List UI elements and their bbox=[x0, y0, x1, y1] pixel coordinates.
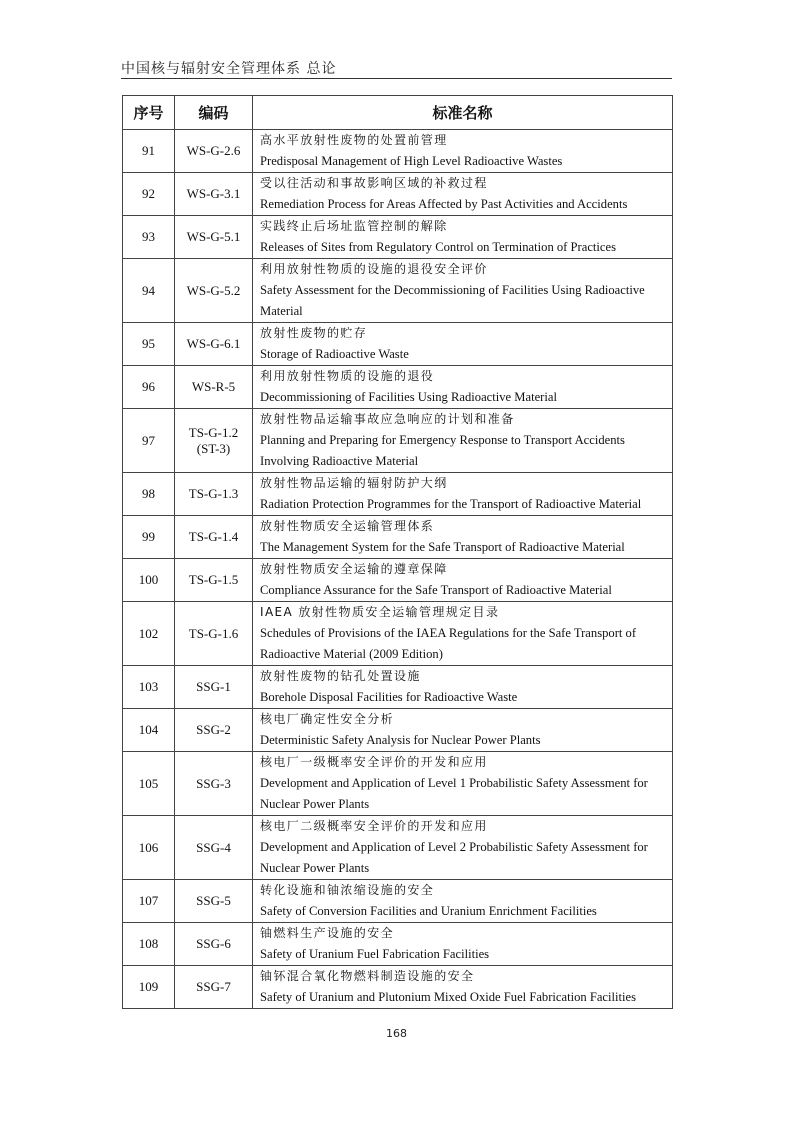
row-title bbox=[253, 923, 673, 966]
running-header: 中国核与辐射安全管理体系 总论 bbox=[121, 61, 337, 77]
row-title-chinese: 放射性物品运输事故应急响应的计划和准备 bbox=[260, 412, 515, 426]
row-code-primary: SSG-4 bbox=[196, 839, 231, 855]
row-title bbox=[253, 130, 673, 173]
row-title-chinese: 高水平放射性废物的处置前管理 bbox=[260, 133, 448, 147]
row-code-primary: TS-G-1.3 bbox=[188, 486, 239, 501]
standards-table bbox=[122, 95, 673, 1009]
row-title bbox=[253, 323, 673, 366]
column-header-number: 序号 bbox=[123, 96, 175, 130]
row-title-english: Deterministic Safety Analysis for Nuclear Power Plants bbox=[260, 733, 541, 747]
row-code-primary: TS-G-1.6 bbox=[188, 625, 239, 641]
row-title bbox=[253, 666, 673, 709]
row-code-primary: SSG-2 bbox=[196, 722, 231, 737]
row-title-english: Safety of Uranium Fuel Fabrication Facilities bbox=[260, 947, 490, 961]
row-code bbox=[175, 173, 253, 216]
row-number: 105 bbox=[123, 752, 175, 816]
table-row bbox=[123, 816, 673, 880]
table-row bbox=[123, 366, 673, 409]
row-title bbox=[253, 752, 673, 816]
row-title-english: Borehole Disposal Facilities for Radioactive Waste bbox=[260, 690, 518, 704]
table-row bbox=[123, 966, 673, 1009]
row-code bbox=[175, 366, 253, 409]
row-number: 100 bbox=[123, 559, 175, 602]
row-title-english: The Management System for the Safe Transport of Radioactive Material bbox=[260, 540, 625, 554]
row-title-chinese: 放射性物质安全运输管理体系 bbox=[260, 519, 435, 533]
row-code-secondary: (ST-3) bbox=[196, 440, 231, 456]
row-title bbox=[253, 409, 673, 473]
row-title-chinese: 铀钚混合氧化物燃料制造设施的安全 bbox=[260, 969, 475, 983]
row-code-primary: WS-R-5 bbox=[191, 379, 236, 394]
row-code bbox=[175, 409, 253, 473]
row-title bbox=[253, 366, 673, 409]
row-title-english: Schedules of Provisions of the IAEA Regulations for the Safe Transport of Radioactive Material (2009 Edition) bbox=[260, 626, 637, 661]
row-title-english: Safety of Conversion Facilities and Uranium Enrichment Facilities bbox=[260, 904, 597, 918]
row-title-english: Predisposal Management of High Level Radioactive Wastes bbox=[260, 154, 563, 168]
table-row bbox=[123, 880, 673, 923]
row-title-chinese: 核电厂一级概率安全评价的开发和应用 bbox=[260, 755, 488, 769]
row-code bbox=[175, 602, 253, 666]
row-number: 104 bbox=[123, 709, 175, 752]
row-title-chinese: 放射性废物的钻孔处置设施 bbox=[260, 669, 421, 683]
row-code bbox=[175, 559, 253, 602]
row-title bbox=[253, 602, 673, 666]
row-code-primary: WS-G-6.1 bbox=[186, 336, 241, 351]
row-code-primary: WS-G-5.1 bbox=[186, 229, 241, 244]
row-title-chinese: 核电厂确定性安全分析 bbox=[260, 712, 395, 726]
table-row bbox=[123, 473, 673, 516]
row-number: 106 bbox=[123, 816, 175, 880]
table-row bbox=[123, 216, 673, 259]
row-title-chinese: 铀燃料生产设施的安全 bbox=[260, 926, 395, 940]
row-title-english: Decommissioning of Facilities Using Radioactive Material bbox=[260, 390, 557, 404]
row-title bbox=[253, 259, 673, 323]
row-title-english: Safety Assessment for the Decommissioning of Facilities Using Radioactive Material bbox=[260, 283, 645, 318]
row-code-primary: TS-G-1.4 bbox=[188, 529, 239, 544]
row-code-primary: WS-G-3.1 bbox=[186, 186, 241, 201]
table-row bbox=[123, 752, 673, 816]
row-title bbox=[253, 173, 673, 216]
row-title-english: Planning and Preparing for Emergency Response to Transport Accidents Involving Radioactive Material bbox=[260, 433, 625, 468]
row-code bbox=[175, 709, 253, 752]
row-title-chinese: 放射性废物的贮存 bbox=[260, 326, 368, 340]
row-code bbox=[175, 880, 253, 923]
row-title-english: Remediation Process for Areas Affected by Past Activities and Accidents bbox=[260, 197, 628, 211]
table-row bbox=[123, 602, 673, 666]
row-number: 103 bbox=[123, 666, 175, 709]
row-code-primary: SSG-3 bbox=[196, 775, 231, 791]
row-title-chinese: 放射性物品运输的辐射防护大纲 bbox=[260, 476, 448, 490]
column-header-code: 编码 bbox=[175, 96, 253, 130]
table-row bbox=[123, 709, 673, 752]
row-number: 102 bbox=[123, 602, 175, 666]
row-title-english: Development and Application of Level 1 Probabilistic Safety Assessment for Nuclear Power Plants bbox=[260, 776, 648, 811]
row-title-english: Compliance Assurance for the Safe Transport of Radioactive Material bbox=[260, 583, 612, 597]
table-row bbox=[123, 323, 673, 366]
row-number: 91 bbox=[123, 130, 175, 173]
row-number: 96 bbox=[123, 366, 175, 409]
page-number: 168 bbox=[386, 1027, 407, 1040]
row-code bbox=[175, 259, 253, 323]
row-code bbox=[175, 130, 253, 173]
table-row bbox=[123, 559, 673, 602]
row-number: 108 bbox=[123, 923, 175, 966]
row-code-primary: WS-G-2.6 bbox=[186, 143, 241, 158]
row-title bbox=[253, 816, 673, 880]
row-title-chinese: 放射性物质安全运输的遵章保障 bbox=[260, 562, 448, 576]
row-title-english: Releases of Sites from Regulatory Control on Termination of Practices bbox=[260, 240, 616, 254]
row-number: 94 bbox=[123, 259, 175, 323]
row-title-english: Development and Application of Level 2 Probabilistic Safety Assessment for Nuclear Power Plants bbox=[260, 840, 648, 875]
row-title-chinese: 利用放射性物质的设施的退役安全评价 bbox=[260, 262, 488, 276]
table-row bbox=[123, 923, 673, 966]
row-number: 93 bbox=[123, 216, 175, 259]
row-title bbox=[253, 709, 673, 752]
row-title bbox=[253, 880, 673, 923]
table-header-row bbox=[123, 96, 673, 130]
row-title-english: Radiation Protection Programmes for the Transport of Radioactive Material bbox=[260, 497, 642, 511]
row-number: 99 bbox=[123, 516, 175, 559]
row-code bbox=[175, 516, 253, 559]
row-title-english: Storage of Radioactive Waste bbox=[260, 347, 409, 361]
row-code bbox=[175, 923, 253, 966]
row-code bbox=[175, 966, 253, 1009]
row-code-primary: SSG-6 bbox=[196, 936, 231, 951]
table-row bbox=[123, 409, 673, 473]
row-number: 98 bbox=[123, 473, 175, 516]
table-row bbox=[123, 259, 673, 323]
row-title-chinese: 转化设施和铀浓缩设施的安全 bbox=[260, 883, 435, 897]
row-code bbox=[175, 323, 253, 366]
column-header-name: 标准名称 bbox=[253, 96, 673, 130]
table-row bbox=[123, 130, 673, 173]
row-code-primary: TS-G-1.2 bbox=[188, 424, 239, 440]
row-title bbox=[253, 516, 673, 559]
table-row bbox=[123, 516, 673, 559]
row-code-primary: TS-G-1.5 bbox=[188, 572, 239, 587]
row-title-chinese: 利用放射性物质的设施的退役 bbox=[260, 369, 435, 383]
row-number: 97 bbox=[123, 409, 175, 473]
row-number: 92 bbox=[123, 173, 175, 216]
row-code-primary: WS-G-5.2 bbox=[186, 282, 241, 298]
row-code bbox=[175, 816, 253, 880]
row-code-primary: SSG-7 bbox=[196, 979, 231, 994]
row-code-primary: SSG-5 bbox=[196, 893, 231, 908]
row-number: 107 bbox=[123, 880, 175, 923]
row-title bbox=[253, 966, 673, 1009]
table-row bbox=[123, 666, 673, 709]
row-code bbox=[175, 752, 253, 816]
row-title bbox=[253, 559, 673, 602]
row-code bbox=[175, 216, 253, 259]
row-title bbox=[253, 473, 673, 516]
table-row bbox=[123, 173, 673, 216]
row-title-chinese: 实践终止后场址监管控制的解除 bbox=[260, 219, 448, 233]
row-code bbox=[175, 666, 253, 709]
header-rule bbox=[121, 78, 672, 79]
row-title-chinese: IAEA 放射性物质安全运输管理规定目录 bbox=[260, 605, 500, 619]
row-title bbox=[253, 216, 673, 259]
row-title-english: Safety of Uranium and Plutonium Mixed Oxide Fuel Fabrication Facilities bbox=[260, 990, 637, 1004]
row-number: 95 bbox=[123, 323, 175, 366]
row-title-chinese: 核电厂二级概率安全评价的开发和应用 bbox=[260, 819, 488, 833]
row-title-chinese: 受以往活动和事故影响区域的补救过程 bbox=[260, 176, 488, 190]
row-number: 109 bbox=[123, 966, 175, 1009]
row-code-primary: SSG-1 bbox=[196, 679, 231, 694]
row-code bbox=[175, 473, 253, 516]
